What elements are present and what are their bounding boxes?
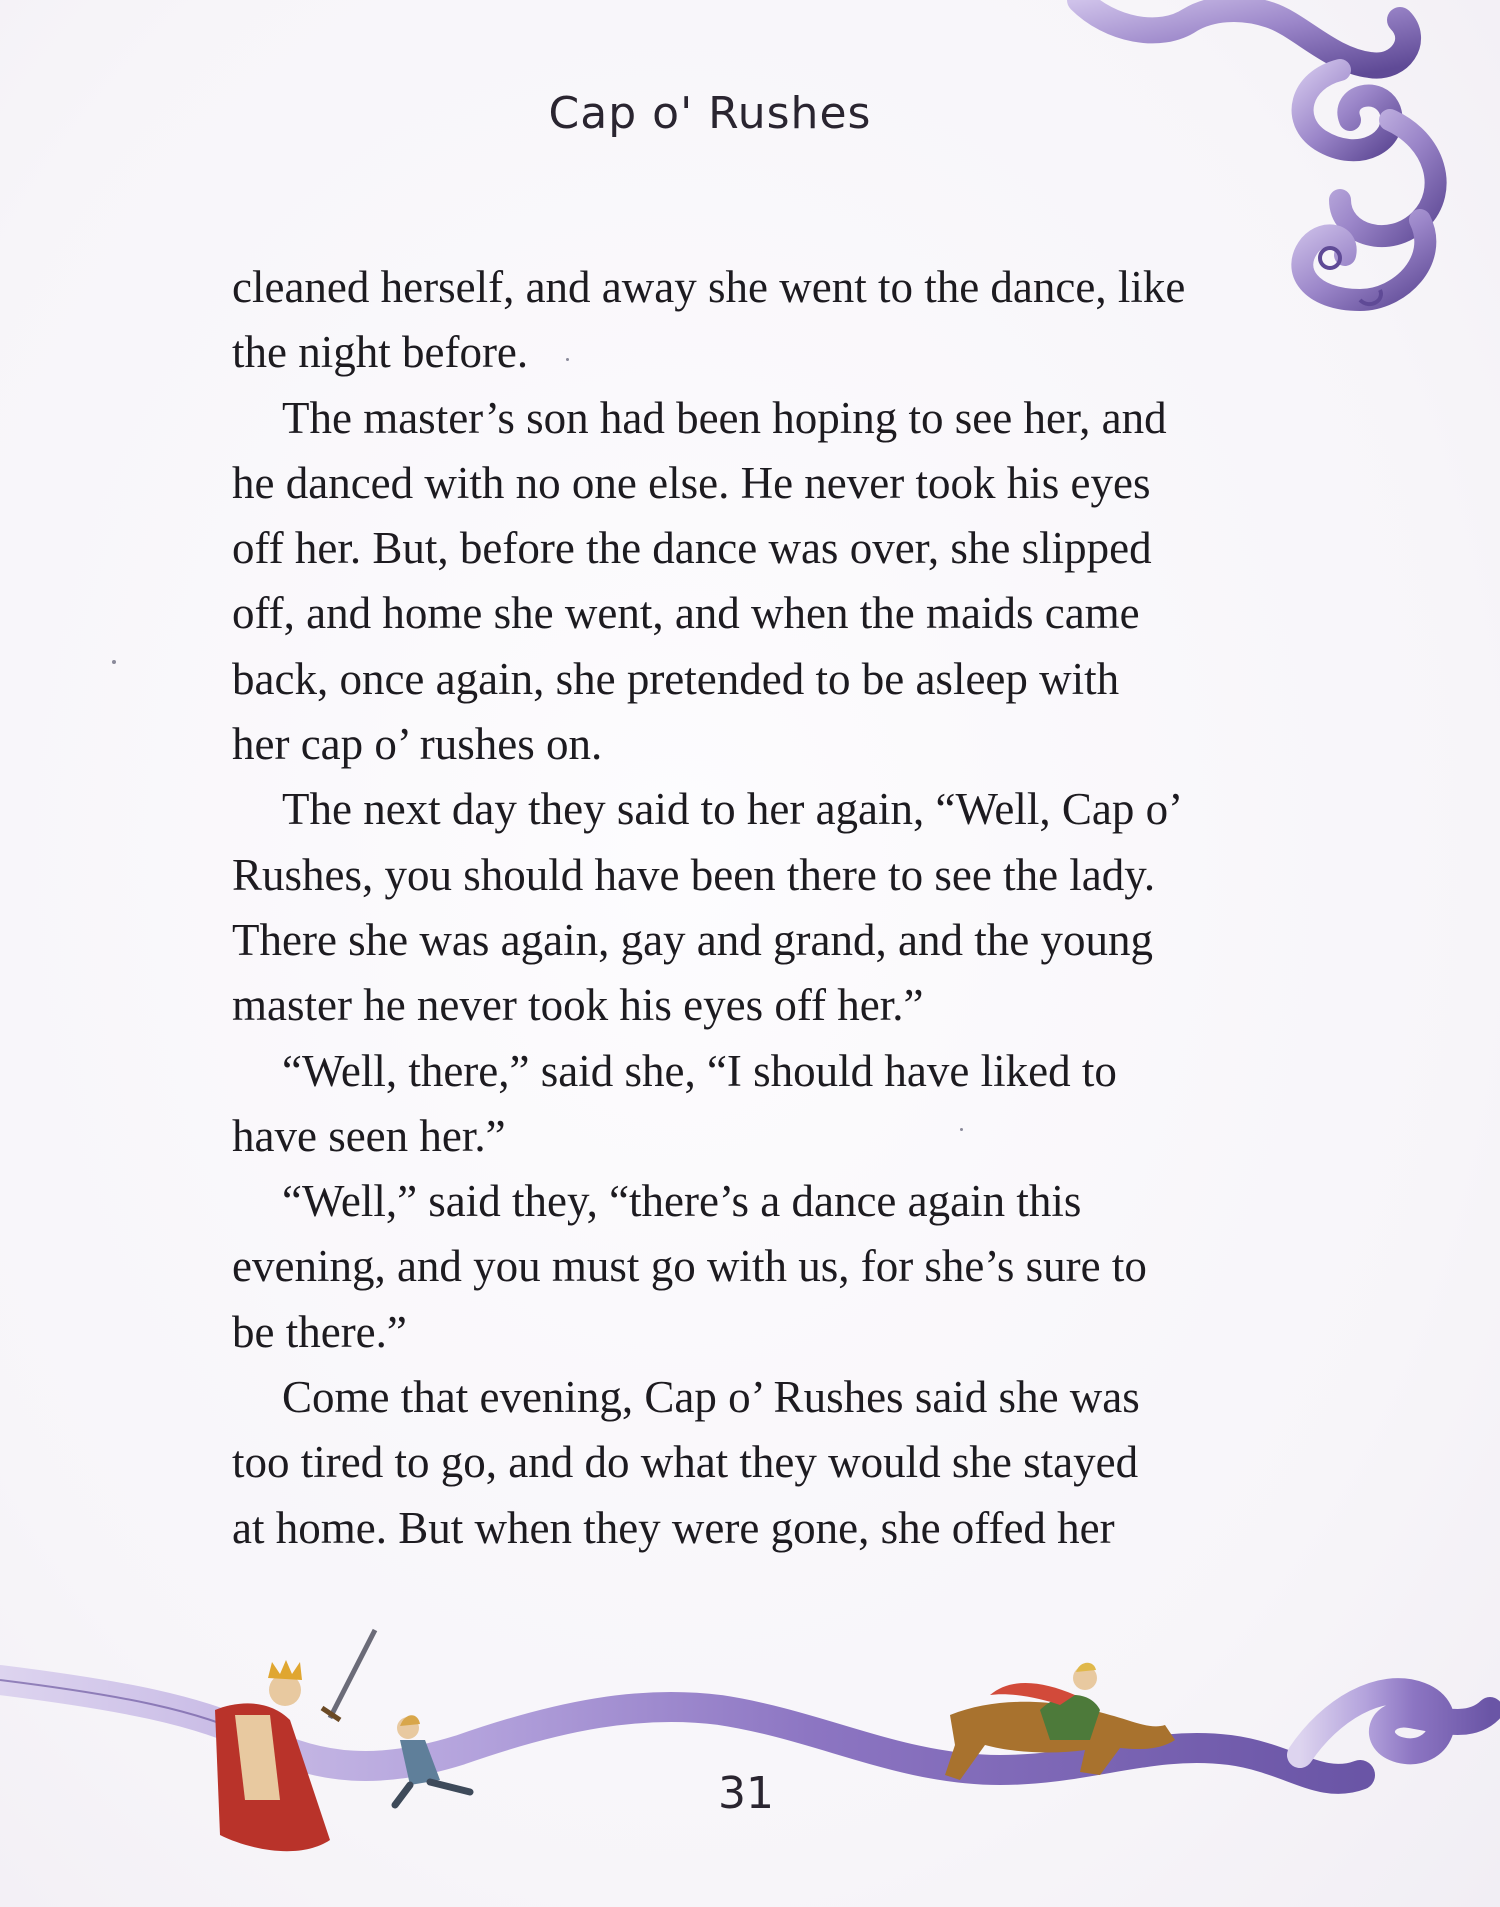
story-line: evening, and you must go with us, for she’s sure to — [232, 1241, 1147, 1292]
story-paragraph — [232, 255, 1272, 386]
story-line: have seen her.” — [232, 1110, 506, 1161]
story-line: Come that evening, Cap o’ Rushes said she was — [282, 1372, 1140, 1423]
story-line: off her. But, before the dance was over, she slipped — [232, 523, 1152, 574]
story-line: master he never took his eyes off her.” — [232, 980, 924, 1031]
story-line: “Well,” said they, “there’s a dance again this — [282, 1176, 1082, 1227]
story-line: The next day they said to her again, “Well, Cap o’ — [282, 784, 1184, 835]
story-line: the night before. — [232, 327, 529, 378]
running-title: Cap o' Rushes — [548, 88, 872, 139]
story-line: at home. But when they were gone, she offed her — [232, 1502, 1115, 1553]
story-line: There she was again, gay and grand, and the young — [232, 914, 1153, 965]
story-paragraph — [232, 386, 1272, 778]
story-line: too tired to go, and do what they would she stayed — [232, 1437, 1139, 1488]
story-paragraph — [232, 777, 1272, 1038]
story-line: The master’s son had been hoping to see her, and — [282, 392, 1167, 443]
story-paragraph — [232, 1039, 1272, 1170]
story-line: back, once again, she pretended to be asleep with — [232, 653, 1120, 704]
story-line: cleaned herself, and away she went to the dance, like — [232, 262, 1186, 312]
paper-speck — [566, 358, 569, 361]
page-number: 31 — [718, 1768, 774, 1819]
story-paragraph — [232, 1169, 1272, 1365]
story-line: her cap o’ rushes on. — [232, 719, 603, 770]
paper-speck — [112, 660, 116, 664]
story-line: he danced with no one else. He never took his eyes — [232, 457, 1151, 508]
story-line: “Well, there,” said she, “I should have liked to — [282, 1045, 1117, 1096]
story-line: be there.” — [232, 1306, 407, 1357]
ribbon-border-icon — [0, 1600, 1500, 1907]
story-line: off, and home she went, and when the maids came — [232, 588, 1140, 639]
paper-speck — [960, 1128, 963, 1131]
story-line: Rushes, you should have been there to see the lady. — [232, 849, 1156, 900]
story-text — [232, 255, 1272, 1561]
story-paragraph — [232, 1365, 1272, 1561]
